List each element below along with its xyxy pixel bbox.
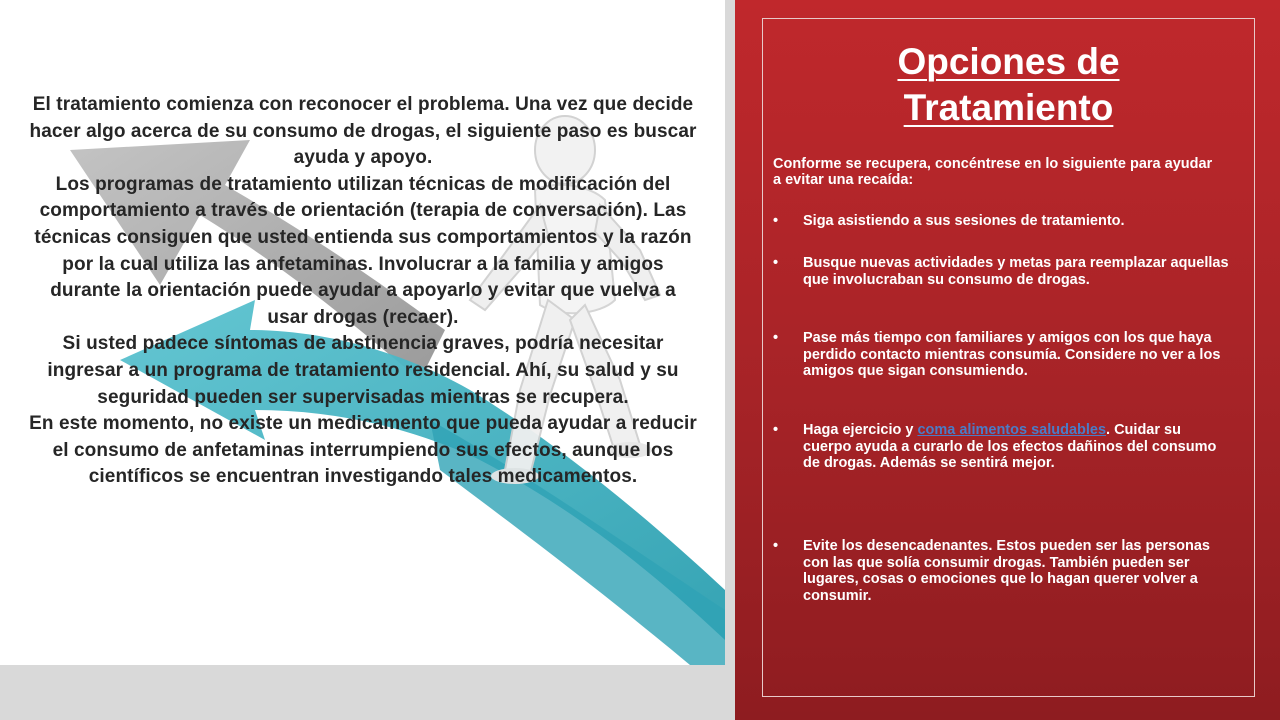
paragraph-intro: El tratamiento comienza con reconocer el problema. Una vez que decide hacer algo acerca de su consumo de drogas, el siguiente paso es buscar ayuda y apoyo. <box>29 94 697 169</box>
bullet-icon: • <box>773 330 779 346</box>
bullet-icon: • <box>773 213 779 229</box>
tips-intro-text: Conforme se recupera, concéntrese en lo siguiente para ayudar a evitar una recaída: <box>773 156 1213 188</box>
tip-text: Busque nuevas actividades y metas para reemplazar aquellas que involucraban su consumo de drogas. <box>803 255 1229 288</box>
tip-item <box>773 422 1233 472</box>
tip-text: Pase más tiempo con familiares y amigos con los que haya perdido contacto mientras consumía. Considere no ver a los amigos que sigan consumiendo. <box>803 330 1221 379</box>
tip-text-pre: Haga ejercicio y <box>803 422 918 438</box>
tip-text-post: . Cuidar su cuerpo ayuda a curarlo de los efectos dañinos del consumo de drogas. Además se sentirá mejor. <box>803 422 1217 471</box>
slide-title <box>763 39 1254 131</box>
tip-text: Evite los desencadenantes. Estos pueden ser las personas con las que solía consumir drogas. También pueden ser lugares, cosas o emociones que lo hagan querer volver a consumir. <box>803 538 1210 604</box>
treatment-body-text <box>28 92 698 491</box>
paragraph-programs: Los programas de tratamiento utilizan técnicas de modificación del comportamiento a través de orientación (terapia de conversación). Las técnicas consiguen que usted entienda sus comportamientos y la razón por la cual utiliza las anfetaminas. Involucrar a la familia y amigos durante la orientación puede ayudar a apoyarlo y evitar que vuelva a usar drogas (recaer). <box>34 173 692 328</box>
paragraph-medication: En este momento, no existe un medicamento que pueda ayudar a reducir el consumo de anfetaminas interrumpiendo sus efectos, aunque los científicos se encuentran investigando tales medicamentos. <box>29 413 697 488</box>
healthy-food-link[interactable]: coma alimentos saludables <box>917 422 1107 438</box>
right-panel <box>735 0 1280 720</box>
bullet-icon: • <box>773 538 779 554</box>
tip-item <box>773 330 1233 380</box>
tip-item <box>773 538 1233 604</box>
tip-text <box>803 422 1233 472</box>
paragraph-residential: Si usted padece síntomas de abstinencia graves, podría necesitar ingresar a un programa de tratamiento residencial. Ahí, su salud y su seguridad pueden ser supervisadas mientras se recupera. <box>47 333 679 408</box>
tip-item <box>773 213 1233 230</box>
bullet-icon: • <box>773 255 779 271</box>
title-line-2: Tratamiento <box>903 87 1114 128</box>
bullet-icon: • <box>773 422 779 438</box>
tip-text: Siga asistiendo a sus sesiones de tratamiento. <box>803 213 1125 229</box>
title-line-1: Opciones de <box>897 41 1120 82</box>
tip-item <box>773 255 1233 288</box>
